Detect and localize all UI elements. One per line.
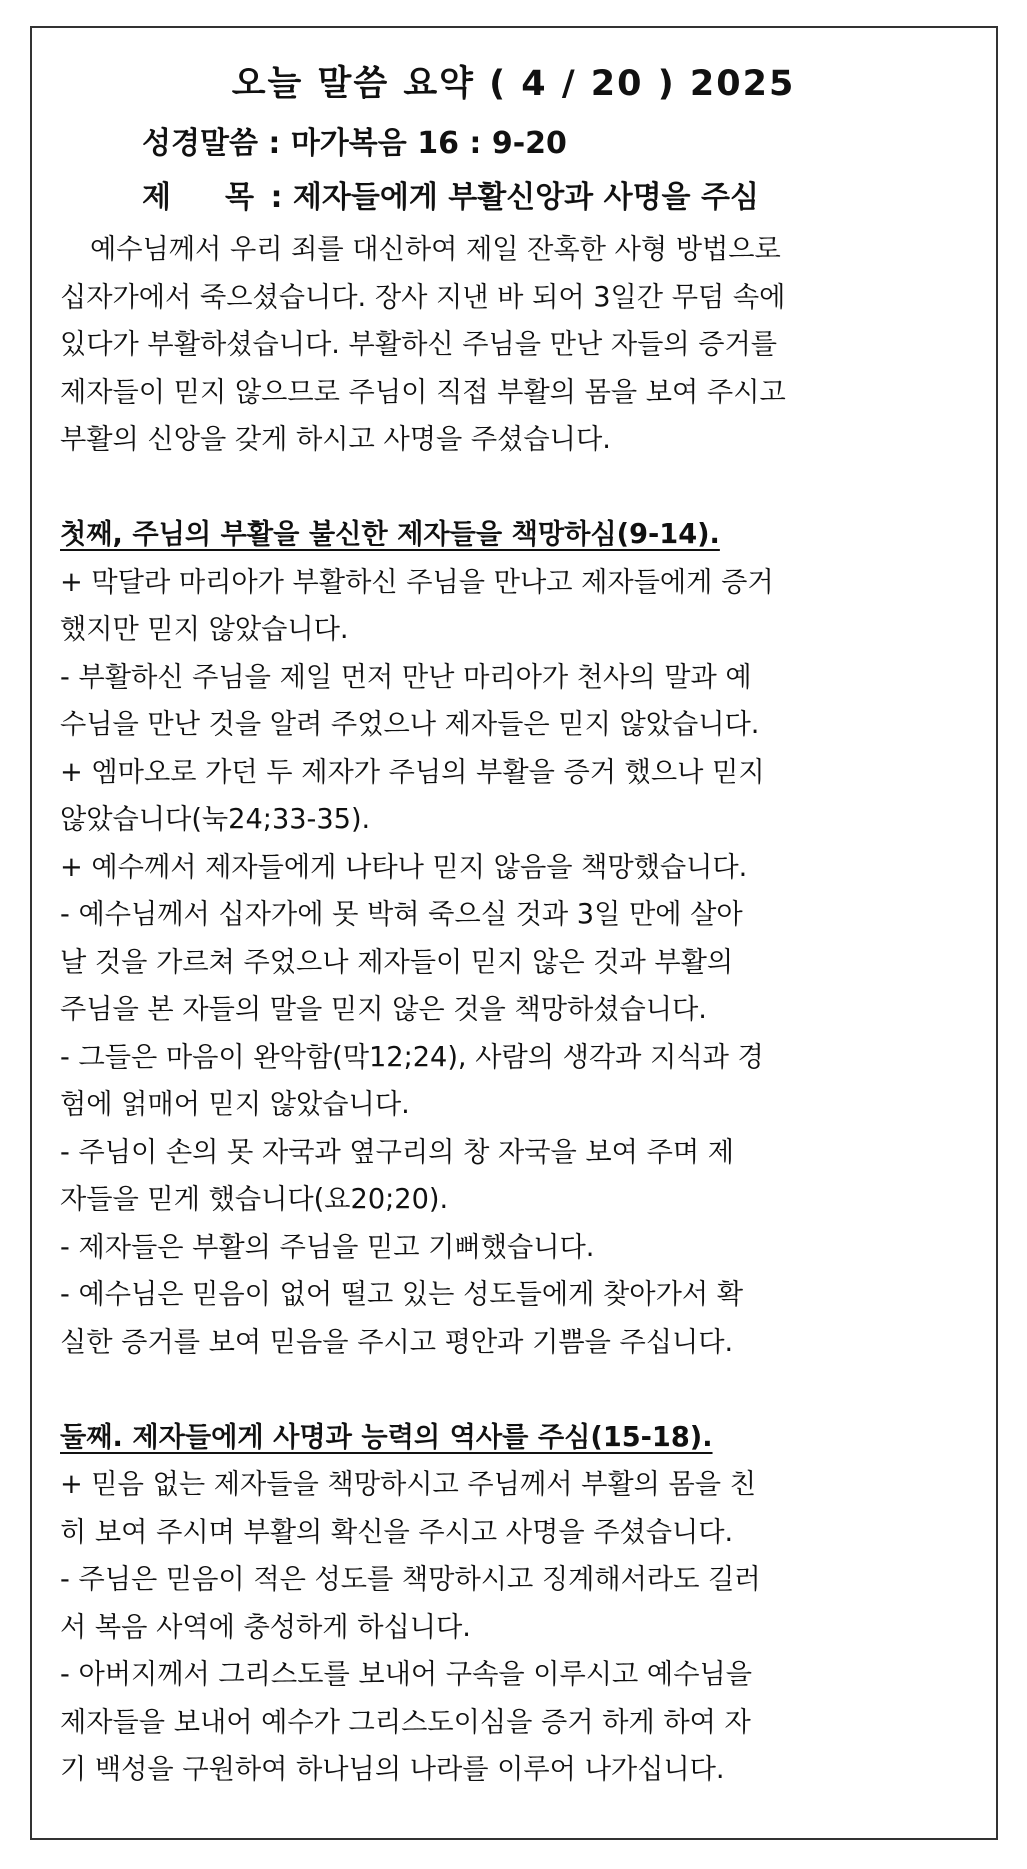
section-2 [60,1414,970,1794]
intro-line: 예수님께서 우리 죄를 대신하여 제일 잔혹한 사형 방법으로 [90,234,781,265]
section-1-line: 주님을 본 자들의 말을 믿지 않은 것을 책망하셨습니다. [60,994,707,1025]
section-1-line: 실한 증거를 보여 믿음을 주시고 평안과 기쁨을 주십니다. [60,1326,734,1358]
section-2-line: - 주님은 믿음이 적은 성도를 책망하시고 징계해서라도 길러 [60,1564,761,1595]
section-1-line: - 그들은 마음이 완악함(막12;24), 사람의 생각과 지식과 경 [60,1041,764,1073]
section-1-line: - 주님이 손의 못 자국과 옆구리의 창 자국을 보여 주며 제 [60,1136,735,1168]
section-2-line: + 믿음 없는 제자들을 책망하시고 주님께서 부활의 몸을 친 [60,1469,756,1500]
intro-line: 부활의 신앙을 갖게 하시고 사명을 주셨습니다. [60,424,611,455]
section-2-line: 히 보여 주시며 부활의 확신을 주시고 사명을 주셨습니다. [60,1516,734,1548]
section-2-heading: 둘째. 제자들에게 사명과 능력의 역사를 주심(15-18). [60,1421,713,1453]
section-1-line: - 예수님께서 십자가에 못 박혀 죽으실 것과 3일 만에 살아 [60,899,743,930]
section-1-line: - 제자들은 부활의 주님을 믿고 기뻐했습니다. [60,1231,595,1263]
section-1-line: - 부활하신 주님을 제일 먼저 만난 마리아가 천사의 말과 예 [60,661,752,693]
intro-line: 있다가 부활하셨습니다. 부활하신 주님을 만난 자들의 증거를 [60,329,778,360]
sermon-title-row [142,172,759,216]
section-1-line: 수님을 만난 것을 알려 주었으나 제자들은 믿지 않았습니다. [60,709,760,740]
section-1-heading: 첫째, 주님의 부활을 불신한 제자들을 책망하심(9-14). [60,519,720,550]
section-1-line: + 예수께서 제자들에게 나타나 믿지 않음을 책망했습니다. [60,851,748,883]
scripture-separator: : [268,126,281,161]
scripture-ref: 마가복음 16 : 9-20 [290,126,567,161]
section-2-line: - 아버지께서 그리스도를 보내어 구속을 이루시고 예수님을 [60,1659,752,1690]
section-2-line: 기 백성을 구원하여 하나님의 나라를 이루어 나가십니다. [60,1754,725,1785]
sermon-title-separator: : [270,180,283,215]
sermon-title-key [142,172,260,216]
section-1-line: 자들을 믿게 했습니다(요20;20). [60,1184,449,1215]
paragraph-gap [60,464,970,512]
section-1-line: 험에 얽매어 믿지 않았습니다. [60,1089,410,1120]
sermon-title-key-char-1: 제 [142,180,171,215]
intro-line: 제자들이 믿지 않으므로 주님이 직접 부활의 몸을 보여 주시고 [60,376,786,408]
section-1-line: - 예수님은 믿음이 없어 떨고 있는 성도들에게 찾아가서 확 [60,1279,744,1310]
intro-line: 십자가에서 죽으셨습니다. 장사 지낸 바 되어 3일간 무덤 속에 [60,281,786,313]
scripture-label: 성경말씀 [142,126,258,161]
section-1 [60,511,970,1366]
section-1-line: + 엠마오로 가던 두 제자가 주님의 부활을 증거 했으나 믿지 [60,756,765,788]
section-2-line: 제자들을 보내어 예수가 그리스도이심을 증거 하게 하여 자 [60,1706,751,1738]
page-title: 오늘 말씀 요약 ( 4 / 20 ) 2025 [231,64,796,104]
scripture-reference [142,118,567,162]
section-2-line: 서 복음 사역에 충성하게 하십니다. [60,1611,471,1643]
section-1-line: 했지만 믿지 않았습니다. [60,614,349,645]
intro-paragraph [60,226,970,464]
paragraph-gap [60,1366,970,1414]
section-1-line: 않았습니다(눅24;33-35). [60,804,371,835]
section-1-line: + 막달라 마리아가 부활하신 주님을 만나고 제자들에게 증거 [60,566,774,598]
section-1-line: 날 것을 가르쳐 주었으나 제자들이 믿지 않은 것과 부활의 [60,946,734,978]
sermon-title-text: 제자들에게 부활신앙과 사명을 주심 [292,180,759,215]
sermon-body [60,226,970,1794]
sermon-title-key-char-2: 목 [224,180,254,215]
